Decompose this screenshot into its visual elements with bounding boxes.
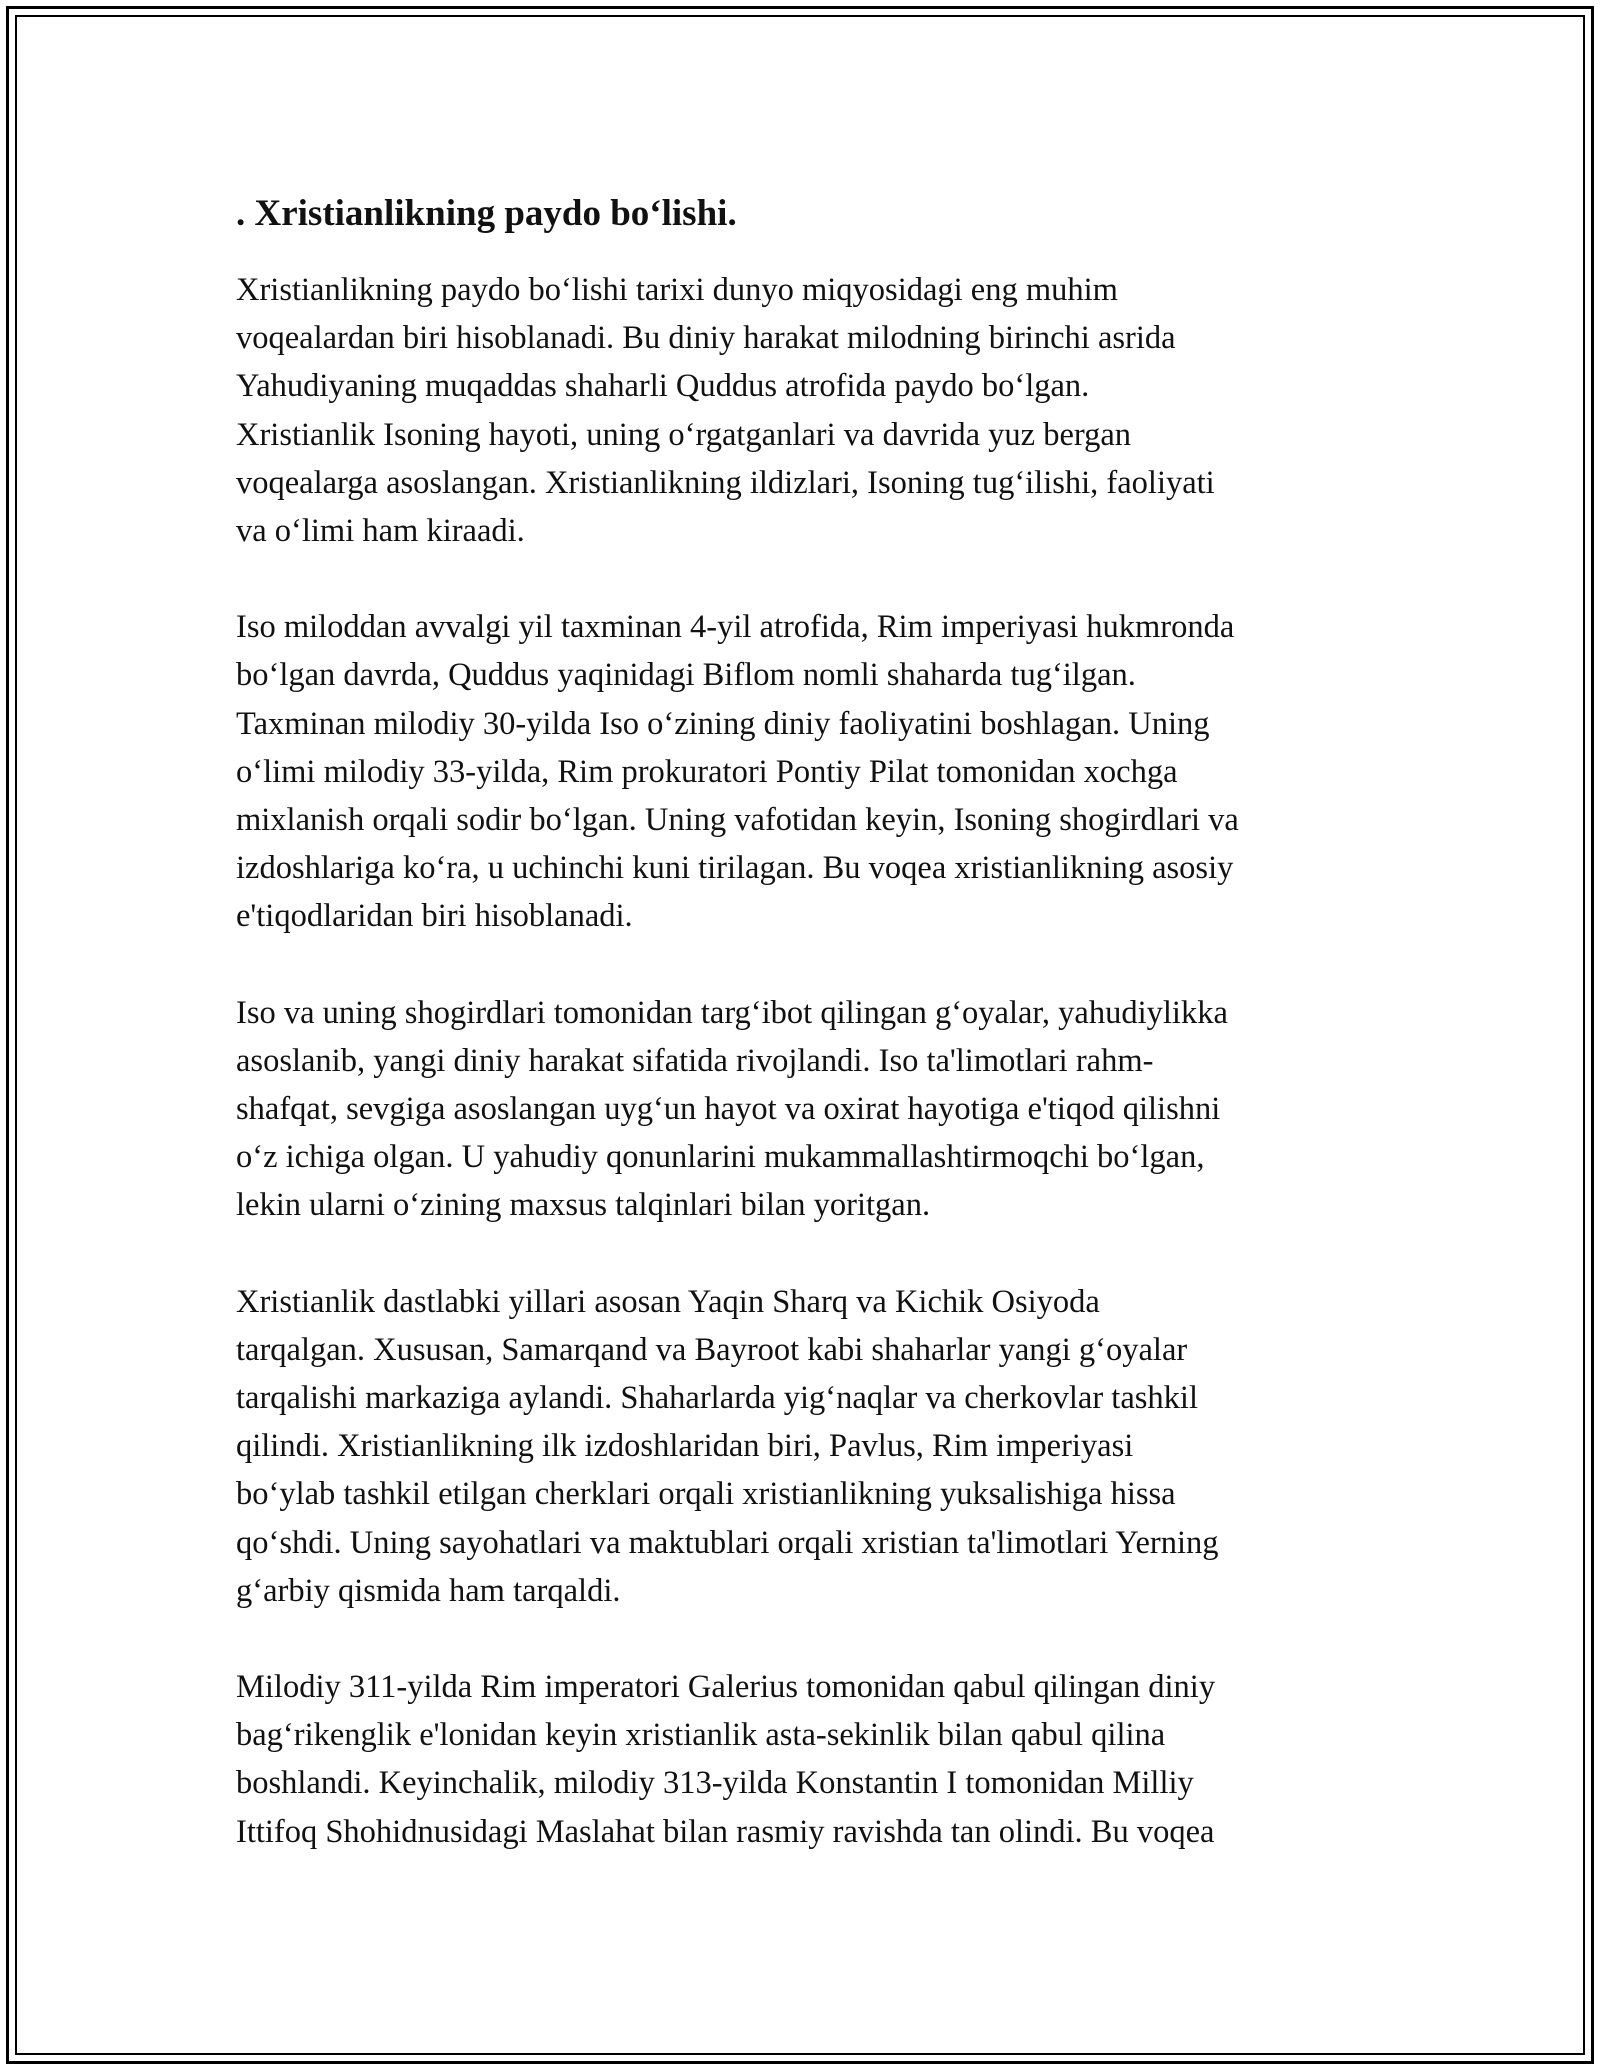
paragraph-5: Milodiy 311-yilda Rim imperatori Galerius tomonidan qabul qilingan diniy bag‘rikenglik e'lonidan keyin xristianlik asta-sekinlik bilan qabul qilina boshlandi. Keyinchalik, milodiy 313-yilda Konstantin I tomonidan Milliy Ittifoq Shohidnusidagi Maslahat bilan rasmiy ravishda tan olindi. Bu voqea	[236, 1669, 1216, 1850]
paragraph-3: Iso va uning shogirdlari tomonidan targ‘ibot qilingan g‘oyalar, yahudiylikka asoslanib, yangi diniy harakat sifatida rivojlandi. Iso ta'limotlari rahm- shafqat, sevgiga asoslangan uyg‘un hayot va oxirat hayotiga e'tiqod qilishni o‘z ichiga olgan. U yahudiy qonunlarini mukammallashtirmoqchi bo‘lgan, lekin ularni o‘zining maxsus talqinlari bilan yoritgan.	[236, 994, 1228, 1224]
paragraph-2: Iso miloddan avvalgi yil taxminan 4-yil atrofida, Rim imperiyasi hukmronda bo‘lgan davrda, Quddus yaqinidagi Biflom nomli shaharda tug‘ilgan. Taxminan milodiy 30-yilda Iso o‘zining diniy faoliyatini boshlagan. Uning o‘limi milodiy 33-yilda, Rim prokuratori Pontiy Pilat tomonidan xochga mixlanish orqali sodir bo‘lgan. Uning vafotidan keyin, Isoning shogirdlari va izdoshlariga ko‘ra, u uchinchi kuni tirilagan. Bu voqea xristianlikning asosiy e'tiqodlaridan biri hisoblanadi.	[236, 609, 1239, 935]
document-body	[236, 188, 1376, 1904]
paragraph-4: Xristianlik dastlabki yillari asosan Yaqin Sharq va Kichik Osiyoda tarqalgan. Xususan, Samarqand va Bayroot kabi shaharlar yangi g‘oyalar tarqalishi markaziga aylandi. Shaharlarda yig‘naqlar va cherkovlar tashkil qilindi. Xristianlikning ilk izdoshlaridan biri, Pavlus, Rim imperiyasi bo‘ylab tashkil etilgan cherklari orqali xristianlikning yuksalishiga hissa qo‘shdi. Uning sayohatlari va maktublari orqali xristian ta'limotlari Yerning g‘arbiy qismida ham tarqaldi.	[236, 1283, 1219, 1609]
document-title: . Xristianlikning paydo bo‘lishi.	[236, 193, 737, 234]
paragraph-1: Xristianlikning paydo bo‘lishi tarixi dunyo miqyosidagi eng muhim voqealardan biri hisoblanadi. Bu diniy harakat milodning birinchi asrida Yahudiyaning muqaddas shaharli Quddus atrofida paydo bo‘lgan. Xristianlik Isoning hayoti, uning o‘rgatganlari va davrida yuz bergan voqealarga asoslangan. Xristianlikning ildizlari, Isoning tug‘ilishi, faoliyati va o‘limi ham kiraadi.	[236, 272, 1215, 550]
